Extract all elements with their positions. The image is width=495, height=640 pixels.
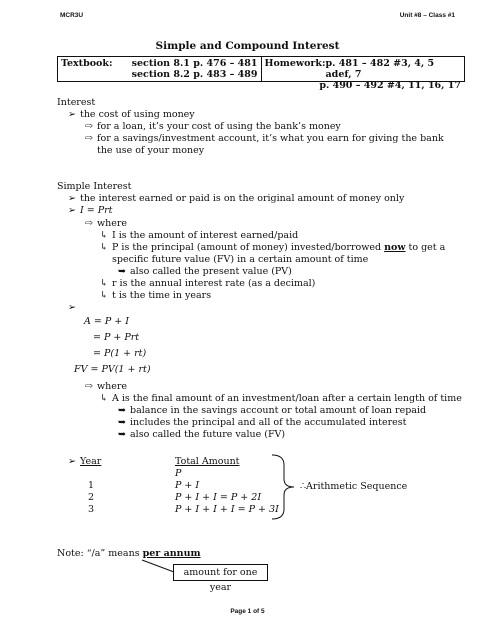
- homework-line1: p. 481 – 482 #3, 4, 5 adef, 7: [325, 58, 435, 80]
- homework-line2: p. 490 – 492 #4, 11, 16, 17: [319, 80, 461, 91]
- def-a: ↳ A is the final amount of an investment/loan after a certain length of time: [100, 393, 462, 404]
- table-amount: P: [175, 468, 182, 479]
- table-year: 2: [88, 492, 95, 503]
- outline-arrow-icon: ⇨: [85, 133, 93, 144]
- page-number: Page 1 of 5: [230, 608, 265, 615]
- curved-arrow-icon: ↳: [100, 290, 108, 301]
- arrowhead-bullet-icon: ➢: [68, 193, 76, 204]
- equation-4: FV = PV(1 + rt): [74, 364, 151, 375]
- a-bullet-1: ➥ balance in the savings account or total amount of loan repaid: [118, 405, 427, 416]
- note-callout-box: amount for one year: [173, 564, 268, 581]
- simple-def: ➢ the interest earned or paid is on the original amount of money only: [68, 193, 405, 204]
- curly-brace-icon: [270, 453, 298, 521]
- page-title: Simple and Compound Interest: [155, 40, 340, 52]
- interest-heading: Interest: [57, 97, 96, 108]
- outline-arrow-icon: ⇨: [85, 218, 93, 229]
- def-p: ↳ P is the principal (amount of money) invested/borrowed now to get a: [100, 242, 446, 253]
- textbook-line2: section 8.2 p. 483 – 489: [131, 69, 258, 80]
- assignment-box: [57, 56, 465, 91]
- arrowhead-bullet-icon: ➢: [68, 205, 76, 216]
- def-p-cont: specific future value (FV) in a certain amount of time: [112, 254, 369, 265]
- right-arrow-icon: ➥: [118, 429, 126, 440]
- a-bullet-2: ➥ includes the principal and all of the accumulated interest: [118, 417, 407, 428]
- curved-arrow-icon: ↳: [100, 278, 108, 289]
- a-where: ⇨ where: [85, 381, 128, 392]
- table-year: 1: [88, 480, 95, 491]
- a-bullet-3: ➥ also called the future value (FV): [118, 429, 286, 440]
- interest-loan: ⇨ for a loan, it’s your cost of using the bank’s money: [85, 121, 341, 132]
- table-amount: P + I: [175, 480, 200, 491]
- interest-def: ➢ the cost of using money: [68, 109, 195, 120]
- textbook-line1: section 8.1 p. 476 – 481: [131, 58, 258, 69]
- def-p-also: ➥ also called the present value (PV): [118, 266, 292, 277]
- right-arrow-icon: ➥: [118, 405, 126, 416]
- right-arrow-icon: ➥: [118, 266, 126, 277]
- outline-arrow-icon: ⇨: [85, 381, 93, 392]
- curved-arrow-icon: ↳: [100, 242, 108, 253]
- arrowhead-bullet-icon: ➢: [68, 456, 76, 467]
- simple-formula: ➢ I = Prt: [68, 205, 113, 216]
- equation-2: = P + Prt: [93, 332, 140, 343]
- interest-savings: ⇨ for a savings/investment account, it’s what you earn for giving the bank: [85, 133, 444, 144]
- header-unit: Unit #8 – Class #1: [399, 12, 455, 19]
- note: Note: “/a” means per annum: [57, 548, 201, 559]
- def-t: ↳ t is the time in years: [100, 290, 212, 301]
- homework-label: Homework:: [264, 58, 326, 69]
- def-i: ↳ I is the amount of interest earned/paid: [100, 230, 299, 241]
- def-r: ↳ r is the annual interest rate (as a decimal): [100, 278, 316, 289]
- homework-cell: [261, 57, 465, 91]
- textbook-label: Textbook:: [61, 58, 113, 69]
- table-header-year: ➢ Year: [68, 456, 102, 467]
- interest-savings-cont: the use of your money: [97, 145, 205, 156]
- curved-arrow-icon: ↳: [100, 230, 108, 241]
- outline-arrow-icon: ⇨: [85, 121, 93, 132]
- table-year: 3: [88, 504, 95, 515]
- pointer-line: [140, 558, 176, 574]
- arithmetic-sequence-label: ∴Arithmetic Sequence: [300, 481, 408, 492]
- table-header-amount: Total Amount: [175, 456, 240, 467]
- curved-arrow-icon: ↳: [100, 393, 108, 404]
- header-course: MCR3U: [60, 12, 84, 19]
- textbook-cell: [58, 57, 261, 81]
- simple-heading: Simple Interest: [57, 181, 132, 192]
- arrowhead-bullet-icon: ➢: [68, 109, 76, 120]
- equation-3: = P(1 + rt): [93, 348, 147, 359]
- simple-where: ⇨ where: [85, 218, 128, 229]
- table-amount: P + I + I = P + 2I: [175, 492, 262, 503]
- equation-1: A = P + I: [84, 316, 130, 327]
- table-amount: P + I + I + I = P + 3I: [175, 504, 279, 515]
- right-arrow-icon: ➥: [118, 417, 126, 428]
- arrowhead-bullet-icon: ➢: [68, 302, 76, 313]
